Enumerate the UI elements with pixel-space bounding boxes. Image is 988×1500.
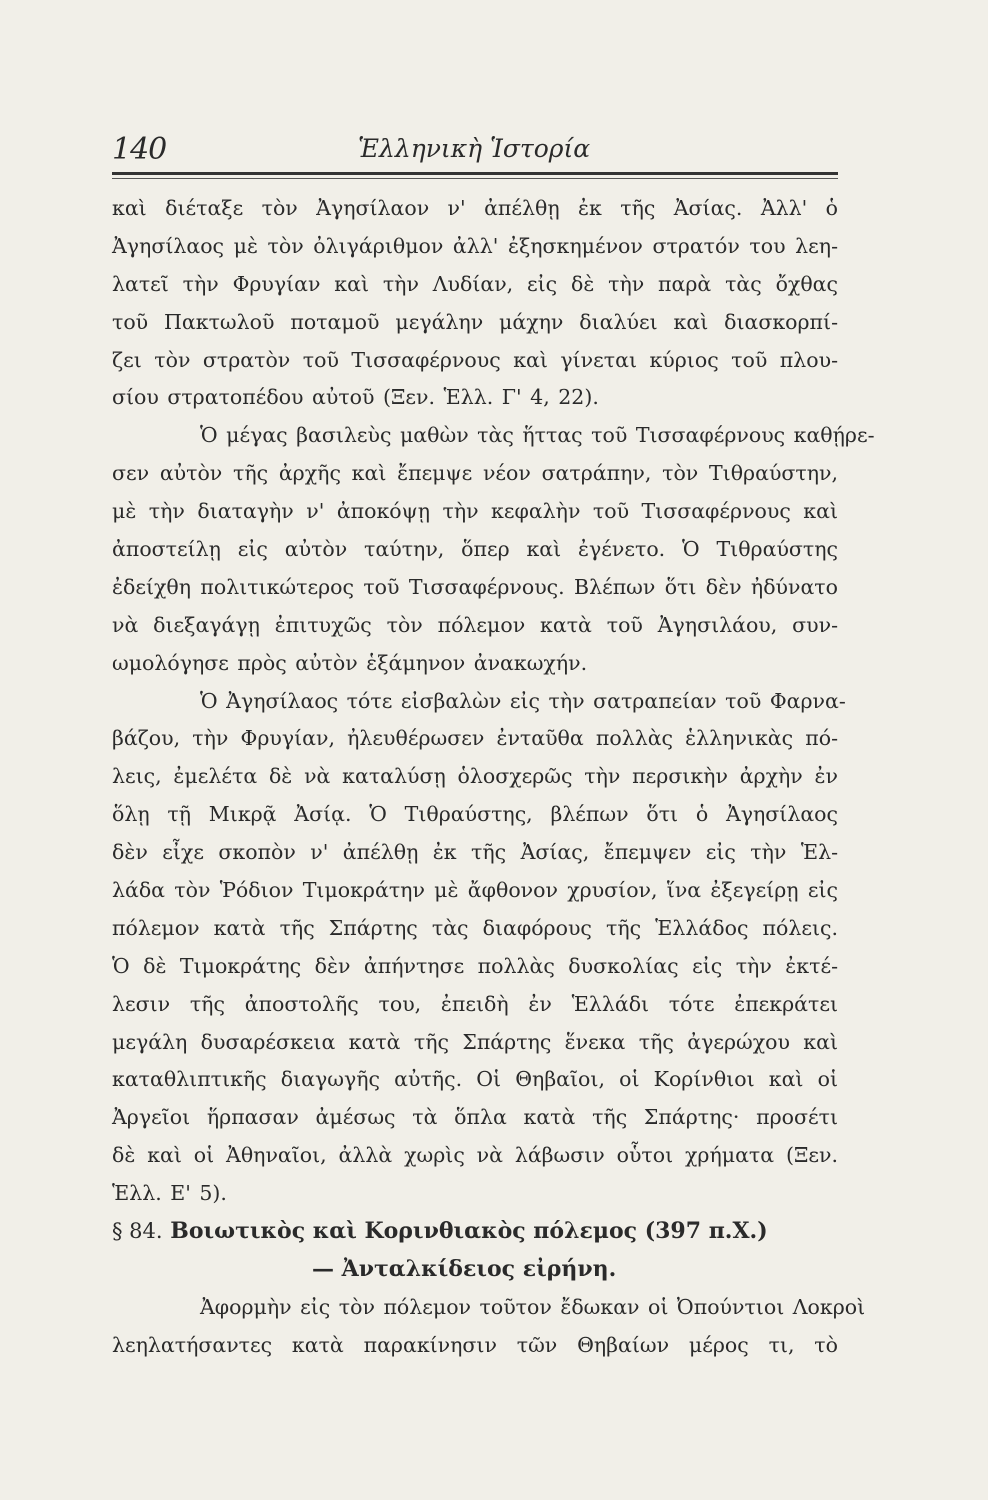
section-title-line1: Βοιωτικὸς καὶ Κορινθιακὸς πόλεμος (397 π.Χ.) <box>170 1218 768 1245</box>
header-rule-thick <box>112 172 838 175</box>
page-number: 140 <box>112 132 167 167</box>
text-line: τοῦ Πακτωλοῦ ποταμοῦ μεγάλην μάχην διαλύει καὶ διασκορπί- <box>112 309 838 334</box>
section-title-line2: — Ἀνταλκίδειος εἰρήνη. <box>312 1255 617 1282</box>
text-line: λεις, ἐμελέτα δὲ νὰ καταλύσῃ ὁλοσχερῶς τὴν περσικὴν ἀρχὴν ἐν <box>112 764 838 789</box>
text-line: μεγάλη δυσαρέσκεια κατὰ τῆς Σπάρτης ἕνεκα τῆς ἀγερώχου καὶ <box>112 1029 838 1054</box>
text-line: δὲν εἶχε σκοπὸν ν' ἀπέλθῃ ἐκ τῆς Ἀσίας, ἔπεμψεν εἰς τὴν Ἑλ- <box>112 840 838 865</box>
page-header <box>112 132 834 172</box>
text-line: λεηλατήσαντες κατὰ παρακίνησιν τῶν Θηβαίων μέρος τι, τὸ <box>112 1332 838 1357</box>
text-line: πόλεμον κατὰ τῆς Σπάρτης τὰς διαφόρους τῆς Ἑλλάδος πόλεις. <box>112 915 838 940</box>
text-line: λεσιν τῆς ἀποστολῆς του, ἐπειδὴ ἐν Ἑλλάδι τότε ἐπεκράτει <box>112 991 838 1016</box>
text-line: καὶ διέταξε τὸν Ἀγησίλαον ν' ἀπέλθῃ ἐκ τῆς Ἀσίας. Ἀλλ' ὁ <box>112 196 838 220</box>
text-line: βάζου, τὴν Φρυγίαν, ἠλευθέρωσεν ἐνταῦθα πολλὰς ἑλληνικὰς πό- <box>112 726 838 751</box>
page-body <box>112 190 875 1365</box>
text-line: Ἑλλ. Ε' 5). <box>112 1181 227 1206</box>
header-rule-thin <box>112 178 838 179</box>
section-symbol: § 84. <box>112 1219 163 1244</box>
text-line: λάδα τὸν Ῥόδιον Τιμοκράτην μὲ ἄφθονον χρυσίον, ἵνα ἐξεγείρῃ εἰς <box>112 878 838 903</box>
text-line: νὰ διεξαγάγῃ ἐπιτυχῶς τὸν πόλεμον κατὰ τοῦ Ἀγησιλάου, συν- <box>112 612 838 637</box>
text-line: Ἀγησίλαος μὲ τὸν ὀλιγάριθμον ἀλλ' ἐξησκημένον στρατόν του λεη- <box>112 233 838 258</box>
text-line: Ὁ δὲ Τιμοκράτης δὲν ἀπήντησε πολλὰς δυσκολίας εἰς τὴν ἐκτέ- <box>112 953 838 978</box>
text-line: ἐδείχθη πολιτικώτερος τοῦ Τισσαφέρνους. Βλέπων ὅτι δὲν ἠδύνατο <box>112 574 838 599</box>
text-line: Ἀργεῖοι ἥρπασαν ἀμέσως τὰ ὅπλα κατὰ τῆς Σπάρτης· προσέτι <box>112 1105 838 1130</box>
text-line: λατεῖ τὴν Φρυγίαν καὶ τὴν Λυδίαν, εἰς δὲ τὴν παρὰ τὰς ὄχθας <box>112 271 838 296</box>
text-line: ωμολόγησε πρὸς αὐτὸν ἑξάμηνον ἀνακωχήν. <box>112 650 588 675</box>
section-heading <box>112 1213 838 1251</box>
text-line: σίου στρατοπέδου αὐτοῦ (Ξεν. Ἑλλ. Γ' 4, 22). <box>112 385 599 410</box>
text-line: σεν αὐτὸν τῆς ἀρχῆς καὶ ἔπεμψε νέον σατράπην, τὸν Τιθραύστην, <box>112 461 838 486</box>
text-line: καταθλιπτικῆς διαγωγῆς αὐτῆς. Οἱ Θηβαῖοι, οἱ Κορίνθιοι καὶ οἱ <box>112 1067 838 1092</box>
text-line: ζει τὸν στρατὸν τοῦ Τισσαφέρνους καὶ γίνεται κύριος τοῦ πλου- <box>112 347 838 372</box>
text-line: ἀποστείλῃ εἰς αὐτὸν ταύτην, ὅπερ καὶ ἐγένετο. Ὁ Τιθραύστης <box>112 537 838 562</box>
text-line: μὲ τὴν διαταγὴν ν' ἀποκόψῃ τὴν κεφαλὴν τοῦ Τισσαφέρνους καὶ <box>112 499 838 524</box>
text-line: Ὁ μέγας βασιλεὺς μαθὼν τὰς ἥττας τοῦ Τισσαφέρνους καθῄρε- <box>200 423 875 448</box>
text-line: ὅλῃ τῇ Μικρᾷ Ἀσίᾳ. Ὁ Τιθραύστης, βλέπων ὅτι ὁ Ἀγησίλαος <box>112 802 838 827</box>
text-line: Ἀφορμὴν εἰς τὸν πόλεμον τοῦτον ἔδωκαν οἱ Ὀπούντιοι Λοκροὶ <box>200 1294 866 1319</box>
text-line: Ὁ Ἀγησίλαος τότε εἰσβαλὼν εἰς τὴν σατραπείαν τοῦ Φαρνα- <box>200 688 846 713</box>
text-line: δὲ καὶ οἱ Ἀθηναῖοι, ἀλλὰ χωρὶς νὰ λάβωσιν οὗτοι χρήματα (Ξεν. <box>112 1143 838 1168</box>
running-title: Ἑλληνικὴ Ἱστορία <box>358 134 591 163</box>
